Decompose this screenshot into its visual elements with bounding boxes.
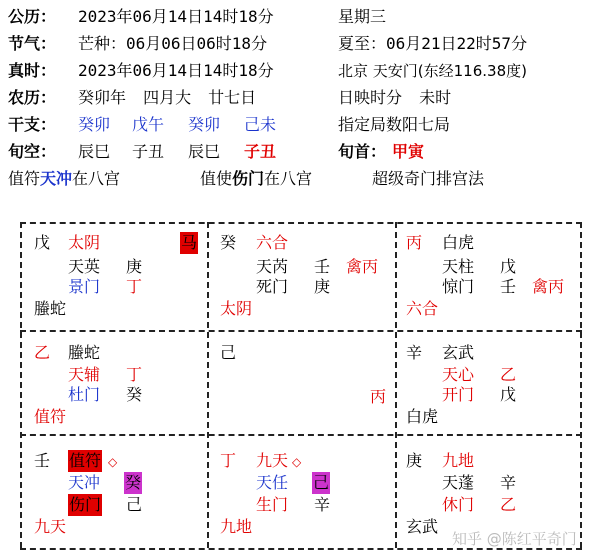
p6-god: 九地: [442, 451, 475, 470]
zhifu-pre: 值符: [8, 169, 41, 188]
value-jieqi: 芒种：06月06日06时18分: [78, 34, 268, 53]
p9-bottom: 太阴: [220, 299, 253, 318]
p1-door-gan: 辛: [314, 495, 331, 514]
p1-star: 天任: [256, 473, 289, 492]
p6-gan: 庚: [406, 451, 423, 470]
p7-door-gan: 戊: [500, 385, 517, 404]
p9-star: 天芮: [256, 257, 289, 276]
p1-door: 生门: [256, 495, 289, 514]
grid-left: [20, 222, 22, 548]
p6-star: 天蓬: [442, 473, 475, 492]
p2-star: 天柱: [442, 257, 475, 276]
p4-star: 天英: [68, 257, 101, 276]
p6-bottom: 玄武: [406, 517, 439, 536]
zhifu-post: 在八宫: [72, 169, 121, 188]
grid-right: [580, 222, 582, 548]
p9-god: 六合: [256, 233, 289, 252]
p9-extra: 禽丙: [346, 257, 379, 276]
p3-star: 天辅: [68, 365, 101, 384]
p4-door-gan: 丁: [126, 277, 143, 296]
value-ju: 指定局数阳七局: [338, 115, 451, 134]
p6-door-gan: 乙: [500, 495, 517, 514]
p3-bottom: 值符: [34, 407, 67, 426]
p2-star-gan: 戊: [500, 257, 517, 276]
label-nongli: 农历：: [8, 88, 57, 107]
xunkong-year: 辰巳: [78, 142, 111, 161]
p1-god: 九天: [256, 451, 289, 470]
p3-god: 螣蛇: [68, 343, 101, 362]
label-zhenshi: 真时：: [8, 61, 57, 80]
p4-star-gan: 庚: [126, 257, 143, 276]
label-xunkong: 旬空：: [8, 142, 57, 161]
p2-bottom: 六合: [406, 299, 439, 318]
value-nongli: 癸卯年 四月大 廿七日: [78, 88, 257, 107]
watermark: 知乎 @陈红平奇门: [452, 530, 577, 548]
p1-diamond-icon: ◇: [292, 455, 302, 469]
grid-row2: [20, 434, 582, 436]
grid-col1: [207, 222, 209, 548]
xunkong-month: 子丑: [132, 142, 165, 161]
label-xunshou: 旬首：: [338, 142, 387, 161]
p5-gan: 己: [220, 343, 237, 362]
p8-diamond-icon: ◇: [108, 455, 118, 469]
xunkong-day: 辰巳: [188, 142, 221, 161]
p8-star: 天冲: [68, 473, 101, 492]
p1-star-gan: 己: [313, 473, 330, 492]
p3-door-gan: 癸: [126, 385, 143, 404]
value-xunshou: 甲寅: [392, 142, 425, 161]
ganzhi-hour: 己未: [244, 115, 277, 134]
zhishi-post: 在八宫: [264, 169, 313, 188]
p8-door: 伤门: [69, 495, 102, 514]
p7-star-gan: 乙: [500, 365, 517, 384]
p6-star-gan: 辛: [500, 473, 517, 492]
label-gongli: 公历：: [8, 7, 57, 26]
zhifu-star: 天冲: [40, 169, 73, 188]
p4-gan: 戊: [34, 233, 51, 252]
p4-bottom: 螣蛇: [34, 299, 67, 318]
p1-bottom: 九地: [220, 517, 253, 536]
zhifu-line: [8, 168, 120, 190]
p7-gan: 辛: [406, 343, 423, 362]
p7-door: 开门: [442, 385, 475, 404]
value-location: 北京 天安门(东经116.38度): [338, 62, 527, 80]
p8-bottom: 九天: [34, 517, 67, 536]
p8-star-gan: 癸: [125, 473, 142, 492]
p8-gan: 壬: [34, 451, 51, 470]
p9-door: 死门: [256, 277, 289, 296]
p9-door-gan: 庚: [314, 277, 331, 296]
zhishi-door: 伤门: [232, 169, 265, 188]
label-ganzhi: 干支：: [8, 115, 57, 134]
p2-extra: 禽丙: [532, 277, 565, 296]
value-riying: 日映时分 未时: [338, 88, 452, 107]
p2-gan: 丙: [406, 233, 423, 252]
label-jieqi: 节气：: [8, 34, 57, 53]
value-weekday: 星期三: [338, 7, 387, 26]
p7-bottom: 白虎: [406, 407, 439, 426]
value-xiazhi: 夏至：06月21日22时57分: [338, 34, 528, 53]
p6-door: 休门: [442, 495, 475, 514]
p4-horse: 马: [181, 233, 198, 252]
p7-god: 玄武: [442, 343, 475, 362]
p8-god: 值符: [69, 451, 102, 470]
grid-row1: [20, 330, 582, 332]
value-method: 超级奇门排宫法: [372, 169, 485, 188]
ganzhi-month: 戊午: [132, 115, 165, 134]
grid-top: [20, 222, 582, 224]
p5-right: 丙: [370, 387, 387, 406]
value-gongli: 2023年06月14日14时18分: [78, 7, 274, 26]
p4-god: 太阴: [68, 233, 101, 252]
p7-star: 天心: [442, 365, 475, 384]
p9-gan: 癸: [220, 233, 237, 252]
ganzhi-year: 癸卯: [78, 115, 111, 134]
xunkong-hour: 子丑: [244, 142, 277, 161]
p8-door-gan: 己: [126, 495, 143, 514]
zhishi-line: [200, 168, 312, 190]
ganzhi-day: 癸卯: [188, 115, 221, 134]
p3-star-gan: 丁: [126, 365, 143, 384]
p4-door: 景门: [68, 277, 101, 296]
value-zhenshi: 2023年06月14日14时18分: [78, 61, 274, 80]
p9-star-gan: 壬: [314, 257, 331, 276]
p3-door: 杜门: [68, 385, 101, 404]
p2-door-gan: 壬: [500, 277, 517, 296]
p2-god: 白虎: [442, 233, 475, 252]
p2-door: 惊门: [442, 277, 475, 296]
grid-col2: [395, 222, 397, 548]
zhishi-pre: 值使: [200, 169, 233, 188]
p1-gan: 丁: [220, 451, 237, 470]
p3-gan: 乙: [34, 343, 51, 362]
